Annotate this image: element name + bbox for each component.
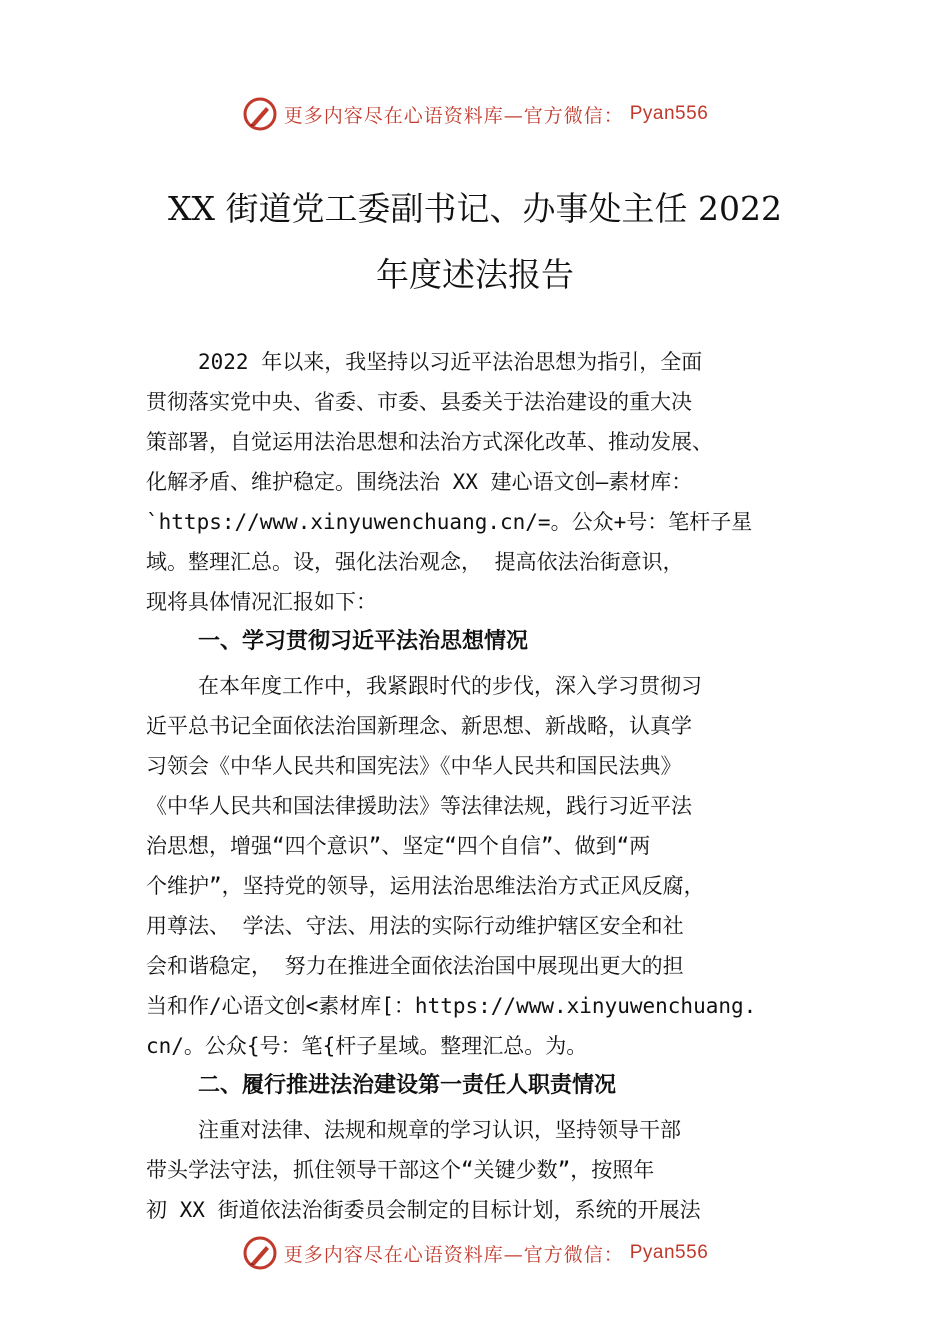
paragraph-line: `https://www.xinyuwenchuang.cn/=。公众+号：笔杆子星 <box>146 510 753 534</box>
paragraph-line: 治思想，增强“四个意识”、坚定“四个自信”、做到“两 <box>146 834 651 858</box>
watermark-text: 更多内容尽在心语资料库—官方微信： <box>283 104 624 127</box>
section-heading-2: 二、履行推进法治建设第一责任人职责情况 <box>198 1073 617 1098</box>
section-heading-1: 一、学习贯彻习近平法治思想情况 <box>198 629 529 654</box>
paragraph-line: 带头学法守法，抓住领导干部这个“关键少数”，按照年 <box>146 1158 655 1182</box>
pen-logo-icon <box>242 1235 278 1271</box>
document-title-line2: 年度述法报告 <box>376 255 574 294</box>
paragraph-line: 域。整理汇总。设，强化法治观念， 提高依法治街意识， <box>146 550 684 574</box>
paragraph-line: 初 XX 街道依法治街委员会制定的目标计划，系统的开展法 <box>146 1198 701 1222</box>
paragraph-line: 会和谐稳定， 努力在推进全面依法治国中展现出更大的担 <box>146 954 684 978</box>
paragraph-line: 个维护”，坚持党的领导，运用法治思维法治方式正风反腐， <box>146 874 705 898</box>
paragraph-line: 化解矛盾、维护稳定。围绕法治 XX 建心语文创—素材库： <box>146 470 693 494</box>
document-body <box>146 342 826 1230</box>
watermark-wechat-id: Pyan556 <box>629 103 709 124</box>
paragraph-line: 习领会《中华人民共和国宪法》《中华人民共和国民法典》 <box>146 754 682 778</box>
pen-logo-icon <box>242 96 278 132</box>
paragraph-line: 在本年度工作中，我紧跟时代的步伐，深入学习贯彻习 <box>198 674 702 698</box>
paragraph-line: 注重对法律、法规和规章的学习认识，坚持领导干部 <box>198 1118 681 1142</box>
paragraph-line: 策部署，自觉运用法治思想和法治方式深化改革、推动发展、 <box>146 430 713 454</box>
paragraph-line: 现将具体情况汇报如下： <box>146 590 377 614</box>
paragraph-line: 《中华人民共和国法律援助法》等法律法规，践行习近平法 <box>146 794 692 818</box>
paragraph-line: 2022 年以来，我坚持以习近平法治思想为指引，全面 <box>198 350 703 374</box>
watermark-wechat-id: Pyan556 <box>629 1242 709 1263</box>
watermark-text: 更多内容尽在心语资料库—官方微信： <box>283 1243 624 1266</box>
paragraph-line: cn/。公众{号：笔{杆子星域。整理汇总。为。 <box>146 1034 588 1058</box>
paragraph-line: 近平总书记全面依法治国新理念、新思想、新战略，认真学 <box>146 714 692 738</box>
paragraph-line: 贯彻落实党中央、省委、市委、县委关于法治建设的重大决 <box>146 390 692 414</box>
header-watermark <box>0 94 950 134</box>
footer-watermark <box>0 1233 950 1273</box>
paragraph-line: 用尊法、 学法、守法、用法的实际行动维护辖区安全和社 <box>146 914 684 938</box>
paragraph-line: 当和作/心语文创<素材库[：https://www.xinyuwenchuang. <box>146 994 757 1018</box>
document-title-line1: XX 街道党工委副书记、办事处主任 2022 <box>168 189 782 228</box>
